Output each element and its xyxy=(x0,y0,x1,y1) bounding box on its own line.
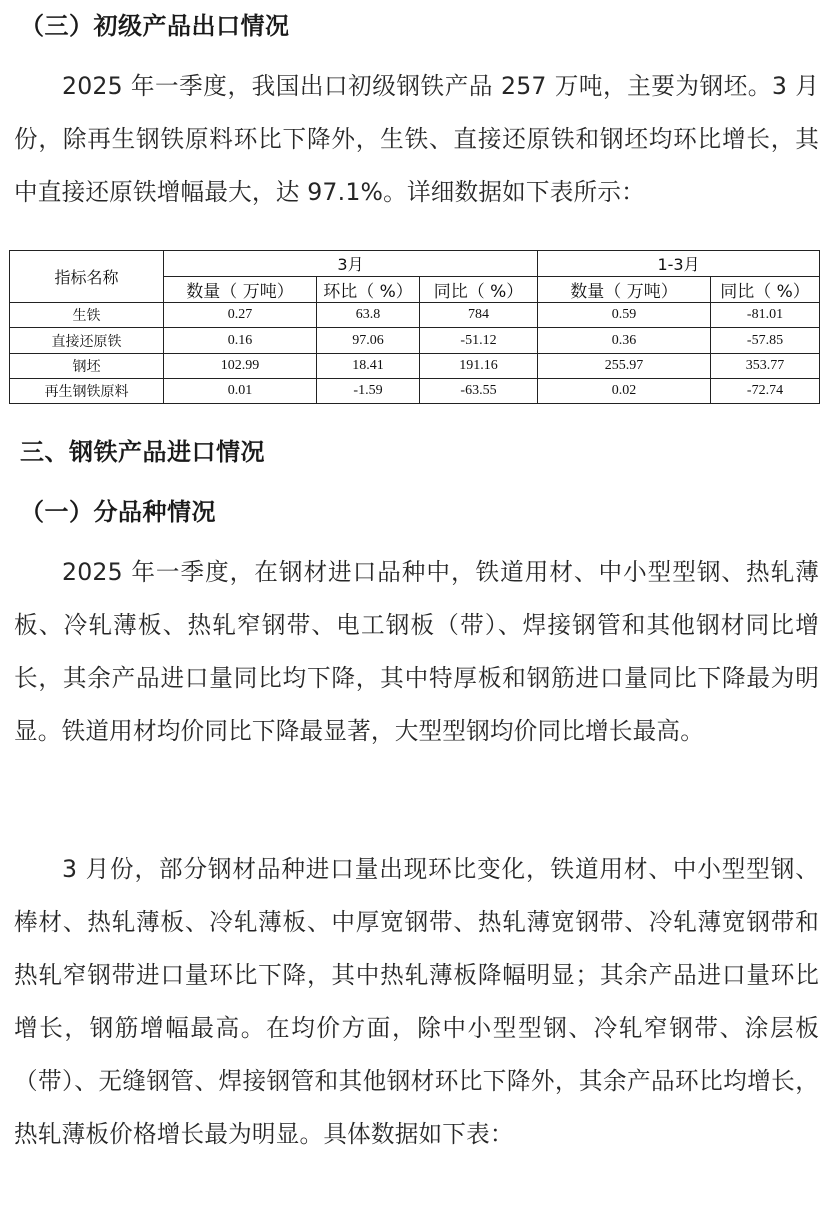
cell-yoy-q1: 353.77 xyxy=(711,353,820,378)
cell-mom: 97.06 xyxy=(317,328,420,353)
paragraph-import-varieties-q1: 2025 年一季度，在钢材进口品种中，铁道用材、中小型型钢、热轧薄板、冷轧薄板、热轧窄钢带、电工钢板（带）、焊接钢管和其他钢材同比增长，其余产品进口量同比均下降，其中特厚板和钢筋进口量同比下降最为明显。铁道用材均价同比下降最显著，大型型钢均价同比增长最高。 xyxy=(14,558,819,745)
paragraph-import-march: 3 月份，部分钢材品种进口量出现环比变化，铁道用材、中小型型钢、棒材、热轧薄板、冷轧薄板、中厚宽钢带、热轧薄宽钢带、冷轧薄宽钢带和热轧窄钢带进口量环比下降，其中热轧薄板降幅明显；其余产品进口量环比增长，钢筋增幅最高。在均价方面，除中小型型钢、冷轧窄钢带、涂层板（带）、无缝钢管、焊接钢管和其他钢材环比下降外，其余产品环比均增长，热轧薄板价格增长最为明显。具体数据如下表： xyxy=(14,855,819,1148)
table-row xyxy=(10,328,820,353)
subsection-heading-by-variety: （一）分品种情况 xyxy=(20,498,216,526)
cell-yoy-march: 784 xyxy=(420,303,538,328)
row-name: 再生钢铁原料 xyxy=(10,378,164,403)
paragraph-primary-exports: 2025 年一季度，我国出口初级钢铁产品 257 万吨，主要为钢坯。3 月份，除再生钢铁原料环比下降外，生铁、直接还原铁和钢坯均环比增长，其中直接还原铁增幅最大，达 97.1%。详细数据如下表所示： xyxy=(14,72,819,206)
header-yoy-q1: 同比（ %） xyxy=(711,277,820,303)
cell-mom: 18.41 xyxy=(317,353,420,378)
section-heading-primary-exports: （三）初级产品出口情况 xyxy=(20,12,290,40)
row-name: 生铁 xyxy=(10,303,164,328)
row-name: 直接还原铁 xyxy=(10,328,164,353)
cell-mom: -1.59 xyxy=(317,378,420,403)
cell-qty-q1: 0.59 xyxy=(538,303,711,328)
header-qty-march: 数量（ 万吨） xyxy=(164,277,317,303)
cell-qty-march: 102.99 xyxy=(164,353,317,378)
header-group-march: 3月 xyxy=(164,251,538,277)
cell-yoy-q1: -72.74 xyxy=(711,378,820,403)
cell-qty-march: 0.16 xyxy=(164,328,317,353)
cell-qty-q1: 0.36 xyxy=(538,328,711,353)
cell-mom: 63.8 xyxy=(317,303,420,328)
cell-yoy-march: -63.55 xyxy=(420,378,538,403)
cell-qty-march: 0.27 xyxy=(164,303,317,328)
row-name: 钢坯 xyxy=(10,353,164,378)
cell-yoy-q1: -81.01 xyxy=(711,303,820,328)
cell-yoy-march: -51.12 xyxy=(420,328,538,353)
table-row xyxy=(10,303,820,328)
cell-qty-q1: 0.02 xyxy=(538,378,711,403)
section-heading-imports: 三、钢铁产品进口情况 xyxy=(20,438,265,466)
table-header-row-groups xyxy=(10,251,820,277)
primary-products-export-table xyxy=(9,250,820,404)
table-row xyxy=(10,353,820,378)
cell-yoy-march: 191.16 xyxy=(420,353,538,378)
header-yoy-march: 同比（ %） xyxy=(420,277,538,303)
header-mom: 环比（ %） xyxy=(317,277,420,303)
cell-qty-q1: 255.97 xyxy=(538,353,711,378)
cell-yoy-q1: -57.85 xyxy=(711,328,820,353)
header-group-q1: 1-3月 xyxy=(538,251,820,277)
header-indicator-name: 指标名称 xyxy=(10,251,164,303)
header-qty-q1: 数量（ 万吨） xyxy=(538,277,711,303)
table-row xyxy=(10,378,820,403)
cell-qty-march: 0.01 xyxy=(164,378,317,403)
